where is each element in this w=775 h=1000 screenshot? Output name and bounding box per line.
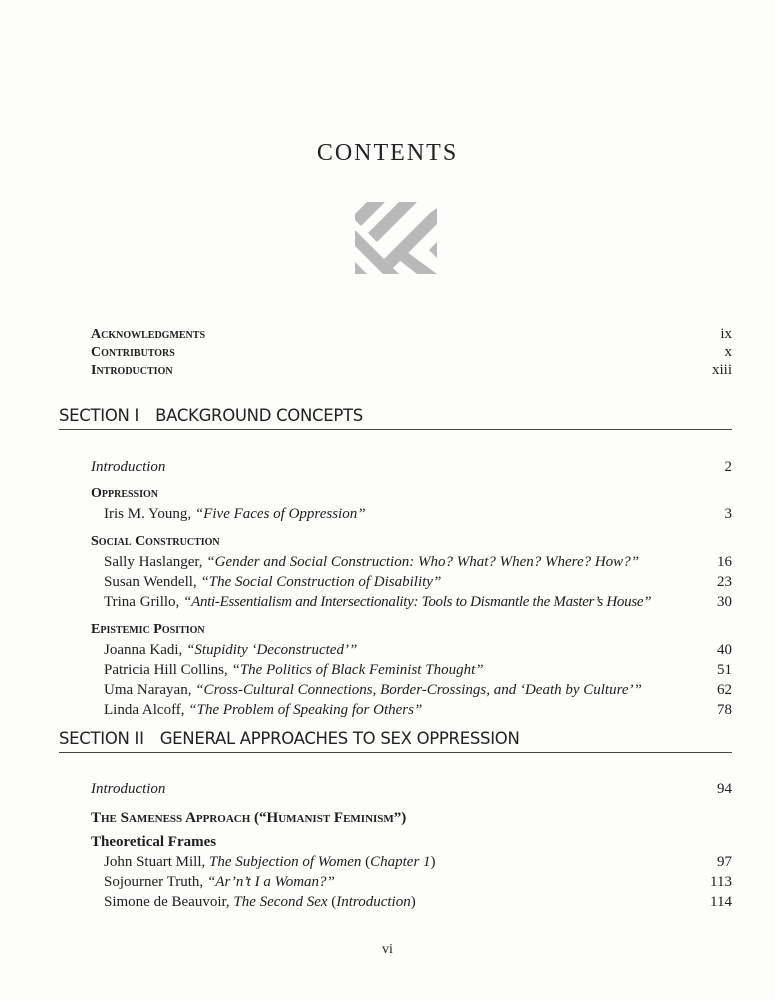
toc-entry[interactable] xyxy=(91,592,732,612)
page-number: xiii xyxy=(711,362,732,378)
page-number: 113 xyxy=(710,874,732,890)
entry-author: Sally Haslanger, xyxy=(104,554,207,570)
entry-author: Trina Grillo, xyxy=(104,594,184,610)
entry-title: “Gender and Social Construction: Who? What? When? Where? How?” xyxy=(206,554,640,570)
page-number: ix xyxy=(720,326,732,342)
entry-author: Uma Narayan, xyxy=(104,682,196,698)
entry-label: Introduction xyxy=(91,781,166,797)
toc-entry[interactable] xyxy=(91,552,732,572)
entry-author: Linda Alcoff, xyxy=(104,702,189,718)
group-heading-social-construction: Social Construction xyxy=(91,534,220,549)
entry-author: Iris M. Young, xyxy=(104,506,195,522)
entry-author: Sojourner Truth, xyxy=(104,874,207,890)
section-title: BACKGROUND CONCEPTS xyxy=(155,406,363,425)
paren-open: ( xyxy=(327,894,337,910)
page-number: 2 xyxy=(724,459,732,475)
page-number: 114 xyxy=(710,894,732,910)
group-heading-oppression: Oppression xyxy=(91,486,159,501)
toc-entry[interactable] xyxy=(91,680,732,700)
entry-label: Acknowledgments xyxy=(91,327,206,342)
page-title: CONTENTS xyxy=(316,140,459,166)
toc-entry[interactable] xyxy=(91,892,732,912)
toc-entry-acknowledgments[interactable] xyxy=(91,325,732,343)
entry-suffix: Chapter 1 xyxy=(370,854,431,870)
toc-entry[interactable] xyxy=(91,660,732,680)
front-matter-list xyxy=(91,325,732,379)
page-number: 78 xyxy=(717,702,732,718)
entry-label: Introduction xyxy=(91,363,173,378)
toc-entry-section-intro[interactable] xyxy=(91,458,732,476)
section-title: GENERAL APPROACHES TO SEX OPPRESSION xyxy=(159,729,520,748)
folio-page-number: vi xyxy=(382,942,393,957)
page-number: 3 xyxy=(724,506,732,522)
toc-entry[interactable] xyxy=(91,852,732,872)
approach-heading: The Sameness Approach (“Humanist Feminism”) xyxy=(91,810,407,826)
entry-title: “Five Faces of Oppression” xyxy=(194,506,366,522)
page-number: 94 xyxy=(717,781,732,797)
toc-entry[interactable] xyxy=(91,572,732,592)
entry-label: Contributors xyxy=(91,345,175,360)
page-number: 62 xyxy=(717,682,732,698)
entry-label: Introduction xyxy=(91,459,166,475)
diagonal-stripes-emblem-icon xyxy=(355,202,437,274)
toc-entry-introduction[interactable] xyxy=(91,361,732,379)
entry-title: “The Problem of Speaking for Others” xyxy=(188,702,423,718)
section-heading-2 xyxy=(59,729,732,753)
section-number: SECTION I xyxy=(59,406,140,425)
paren-close: ) xyxy=(410,894,416,910)
page-number: 97 xyxy=(717,854,732,870)
paren-close: ) xyxy=(430,854,436,870)
entry-title: “The Social Construction of Disability” xyxy=(200,574,442,590)
section-2-contents xyxy=(91,780,732,912)
entry-author: John Stuart Mill, xyxy=(104,854,210,870)
subheading-theoretical-frames: Theoretical Frames xyxy=(91,834,217,850)
toc-entry[interactable] xyxy=(91,700,732,720)
entry-suffix: Introduction xyxy=(336,894,411,910)
entry-title: “Stupidity ‘Deconstructed’” xyxy=(186,642,358,658)
entry-author: Simone de Beauvoir, xyxy=(104,894,234,910)
entry-author: Joanna Kadi, xyxy=(104,642,187,658)
page-number: 16 xyxy=(717,554,732,570)
entry-title: “The Politics of Black Feminist Thought” xyxy=(231,662,484,678)
entry-title: “Anti-Essentialism and Intersectionality: Tools to Dismantle the Master’s House” xyxy=(183,594,652,610)
toc-entry-section-intro[interactable] xyxy=(91,780,732,798)
entry-title: The Second Sex xyxy=(233,894,328,910)
section-heading-1 xyxy=(59,406,732,430)
entry-title: “Ar’n’t I a Woman?” xyxy=(206,874,335,890)
toc-entry[interactable] xyxy=(91,872,732,892)
page-number: x xyxy=(724,344,732,360)
entry-title: The Subjection of Women xyxy=(209,854,362,870)
page-number: 23 xyxy=(717,574,732,590)
section-number: SECTION II xyxy=(59,729,144,748)
page-number: 30 xyxy=(717,594,732,610)
page-number: 40 xyxy=(717,642,732,658)
section-1-contents xyxy=(91,458,732,720)
paren-open: ( xyxy=(361,854,371,870)
entry-author: Susan Wendell, xyxy=(104,574,201,590)
toc-entry-contributors[interactable] xyxy=(91,343,732,361)
entry-author: Patricia Hill Collins, xyxy=(104,662,232,678)
toc-entry[interactable] xyxy=(91,504,732,524)
page-number: 51 xyxy=(717,662,732,678)
entry-title: “Cross-Cultural Connections, Border-Crossings, and ‘Death by Culture’” xyxy=(195,682,642,698)
toc-entry[interactable] xyxy=(91,640,732,660)
group-heading-epistemic-position: Epistemic Position xyxy=(91,622,205,637)
